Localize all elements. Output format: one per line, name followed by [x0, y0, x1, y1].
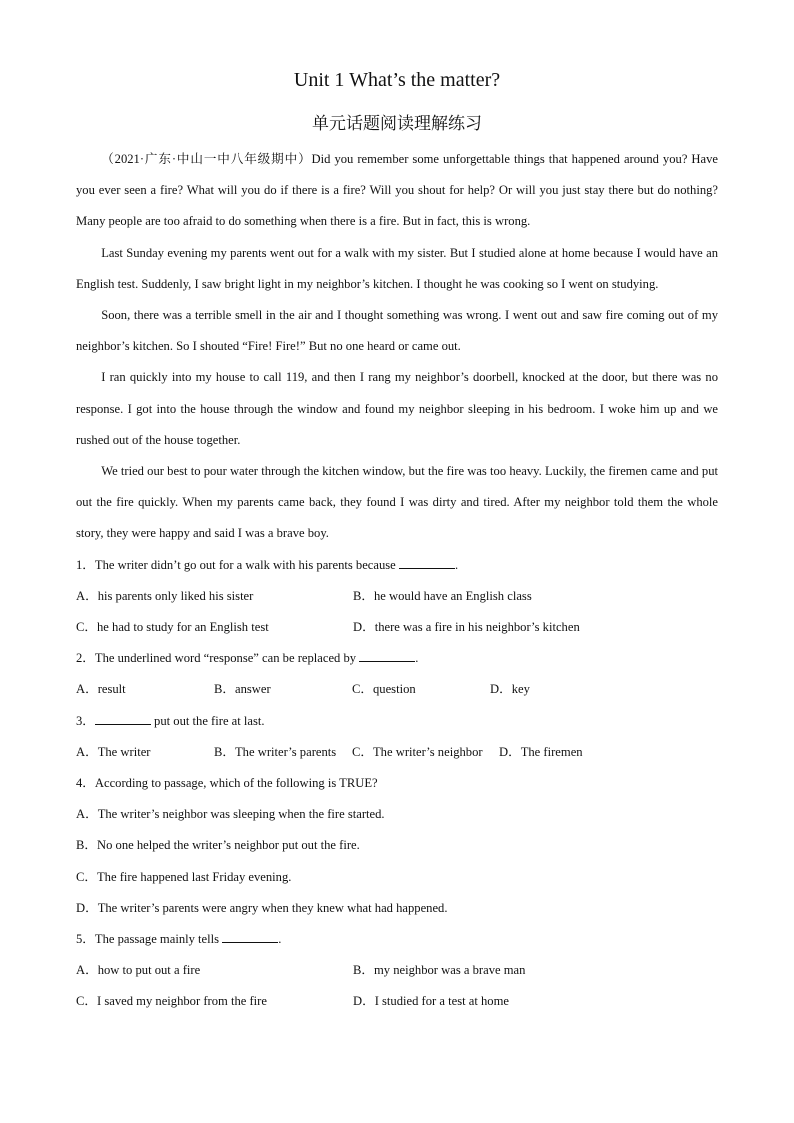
question-1: [76, 550, 718, 581]
option-a[interactable]: A．his parents only liked his sister: [76, 588, 254, 603]
question-number: 1．: [76, 557, 95, 572]
option-c[interactable]: C．question: [352, 682, 416, 697]
question-2-options-row: [76, 674, 718, 705]
passage-paragraph: We tried our best to pour water through the kitchen window, but the fire was too heavy. Luckily, the firemen came and put out the fire quickly. When my parents came back, they found I was dirty and tired. After my neighbor told them the whole story, they were happy and said I was a brave boy.: [76, 464, 718, 541]
passage-paragraph: Last Sunday evening my parents went out for a walk with my sister. But I studied alone at home because I would have an English test. Suddenly, I saw bright light in my neighbor’s kitchen. I thought he was cooking so I went on studying.: [76, 245, 718, 291]
question-5: [76, 924, 718, 955]
option-d[interactable]: D．there was a fire in his neighbor’s kitchen: [353, 620, 580, 635]
answer-blank: [95, 712, 151, 725]
answer-blank: [359, 649, 415, 662]
question-3-options-row: [76, 737, 718, 768]
question-number: 5．: [76, 932, 95, 947]
question-stem: The passage mainly tells: [94, 932, 223, 947]
passage-paragraph: I ran quickly into my house to call 119, and then I rang my neighbor’s doorbell, knocked at the door, but there was no response. I got into the house through the window and found my neighbor sleeping in his bedroom. I woke him up and we rushed out of the house together.: [76, 370, 718, 447]
passage-paragraph: Soon, there was a terrible smell in the air and I thought something was wrong. I went out and saw fire coming out of my neighbor’s kitchen. So I shouted “Fire! Fire!” But no one heard or came out.: [76, 308, 718, 354]
option-d[interactable]: D．I studied for a test at home: [353, 994, 509, 1009]
question-4: [76, 768, 718, 799]
option-d[interactable]: D．The firemen: [499, 744, 583, 759]
page-subtitle: 单元话题阅读理解练习: [312, 114, 482, 133]
question-2: [76, 643, 718, 674]
question-3: [76, 706, 718, 737]
option-c[interactable]: C．I saved my neighbor from the fire: [76, 994, 267, 1009]
question-stem: The underlined word “response” can be replaced by: [94, 651, 360, 666]
option-d[interactable]: D．The writer’s parents were angry when they knew what had happened.: [76, 900, 448, 915]
paragraph-text: Did you remember some unforgettable things that happened around you? Have you ever seen a fire? What will you do if there is a fire? Will you shout for help? Or will you just stay there but do nothing? Many people are too afraid to do something when there is a fire. But in fact, this is wrong.: [76, 152, 719, 229]
question-5-options-row: [76, 955, 718, 986]
option-a[interactable]: A．result: [76, 682, 126, 697]
question-number: 3．: [76, 713, 95, 728]
answer-blank: [222, 930, 278, 943]
passage-source: （2021·广东·中山一中八年级期中）: [101, 152, 312, 166]
option-c[interactable]: C．The fire happened last Friday evening.: [76, 869, 292, 884]
passage-paragraph: [76, 144, 718, 238]
option-a[interactable]: A．The writer: [76, 744, 151, 759]
question-stem: The writer didn’t go out for a walk with his parents because: [94, 557, 399, 572]
option-c[interactable]: C．The writer’s neighbor: [352, 744, 483, 759]
question-stem: According to passage, which of the following is TRUE?: [94, 776, 378, 791]
question-stem-end: .: [278, 932, 282, 947]
option-a[interactable]: A．The writer’s neighbor was sleeping when the fire started.: [76, 807, 385, 822]
option-b[interactable]: B．The writer’s parents: [214, 744, 337, 759]
question-stem-end: .: [454, 557, 459, 572]
question-number: 4．: [76, 776, 95, 791]
question-stem-end: put out the fire at last.: [150, 713, 265, 728]
answer-blank: [399, 556, 455, 569]
option-b[interactable]: B．he would have an English class: [353, 588, 532, 603]
question-1-options-row: [76, 612, 718, 643]
option-d[interactable]: D．key: [490, 682, 530, 697]
option-b[interactable]: B．my neighbor was a brave man: [353, 963, 526, 978]
option-c[interactable]: C．he had to study for an English test: [76, 620, 269, 635]
reading-section: [76, 144, 718, 1018]
question-1-options-row: [76, 581, 718, 612]
page-title: Unit 1 What’s the matter?: [293, 69, 501, 91]
option-b[interactable]: B．No one helped the writer’s neighbor put out the fire.: [76, 838, 360, 853]
question-stem-end: .: [415, 651, 419, 666]
option-b[interactable]: B．answer: [214, 682, 271, 697]
question-5-options-row: [76, 986, 718, 1017]
question-number: 2．: [76, 651, 95, 666]
option-a[interactable]: A．how to put out a fire: [76, 963, 201, 978]
